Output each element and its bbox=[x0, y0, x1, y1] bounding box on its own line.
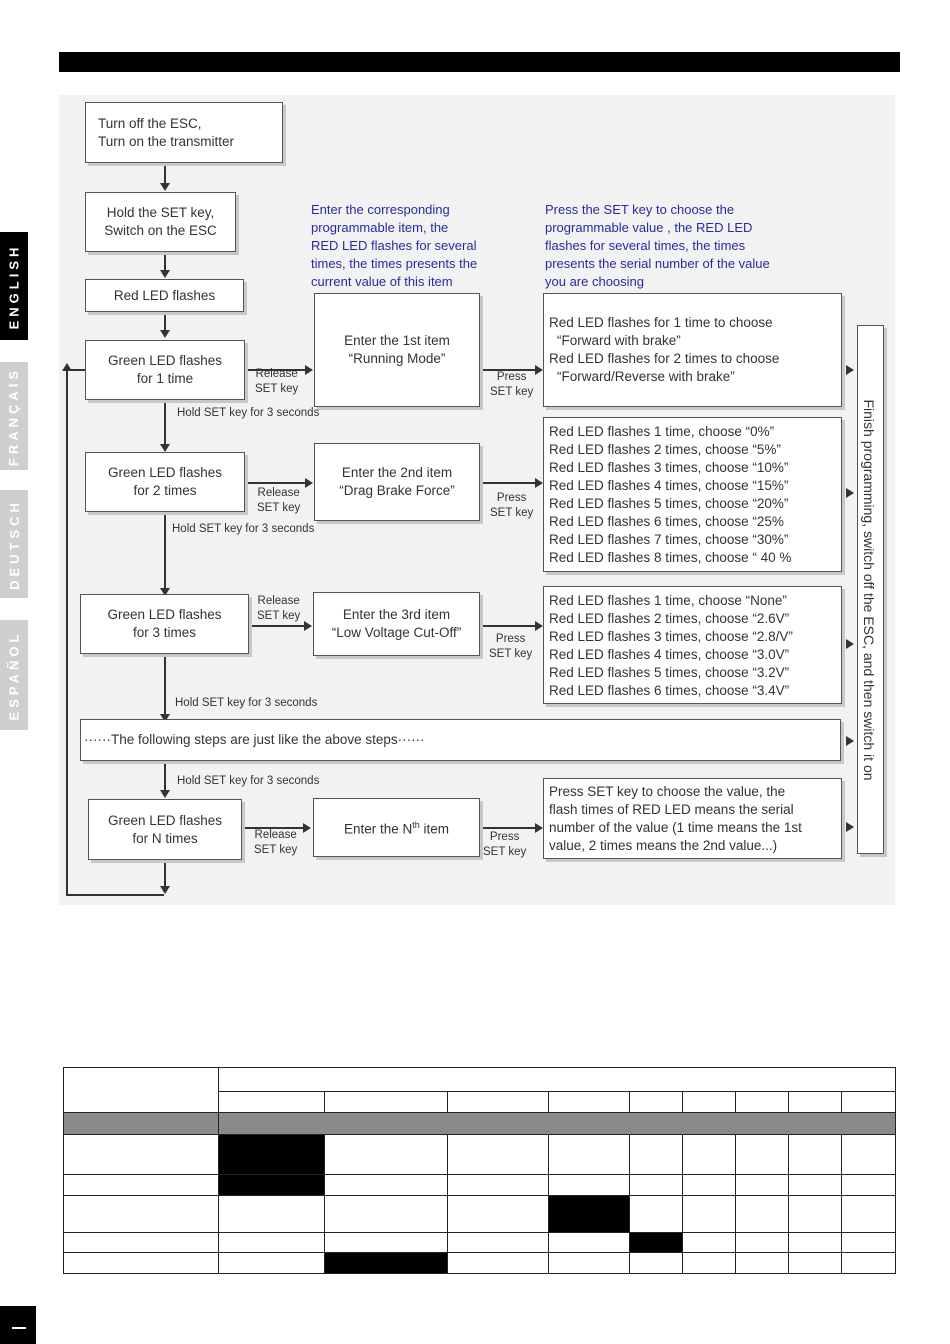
table-cell bbox=[64, 1175, 219, 1195]
arrow-right-icon bbox=[305, 478, 313, 488]
hold-set-key-label: Hold SET key for 3 seconds bbox=[177, 775, 320, 787]
loop-line bbox=[66, 369, 85, 371]
connector bbox=[164, 163, 166, 185]
step-turn-off-esc: Turn off the ESC, Turn on the transmitter bbox=[85, 102, 283, 163]
arrow-down-icon bbox=[160, 183, 170, 191]
finish-programming-text: Finish programming, switch off the ESC, and then switch it on bbox=[861, 399, 877, 781]
table-cell bbox=[219, 1195, 325, 1232]
page-number-box bbox=[0, 1306, 36, 1344]
connector bbox=[249, 625, 305, 627]
header-bar bbox=[59, 52, 900, 72]
table-cell bbox=[325, 1175, 448, 1195]
press-set-key-label: Press SET key bbox=[490, 492, 534, 519]
table-cell bbox=[683, 1232, 736, 1252]
table-cell bbox=[736, 1135, 789, 1175]
following-steps-bar: ······The following steps are just like the above steps······ bbox=[80, 719, 841, 761]
table-cell bbox=[630, 1252, 683, 1273]
table-row bbox=[64, 1252, 896, 1273]
table-section-cell bbox=[219, 1113, 896, 1135]
table-cell bbox=[630, 1135, 683, 1175]
connector bbox=[164, 512, 166, 590]
table-section-row bbox=[64, 1113, 896, 1135]
table-cell bbox=[325, 1232, 448, 1252]
table-cell bbox=[736, 1195, 789, 1232]
table-row bbox=[64, 1135, 896, 1175]
table-cell bbox=[842, 1232, 896, 1252]
table-row bbox=[64, 1195, 896, 1232]
arrow-right-icon bbox=[846, 736, 854, 746]
table-cell bbox=[736, 1232, 789, 1252]
arrow-right-icon bbox=[846, 639, 854, 649]
arrow-right-icon bbox=[535, 365, 543, 375]
arrow-down-icon bbox=[160, 886, 170, 894]
table-cell bbox=[549, 1175, 630, 1195]
values-item-3: Red LED flashes 1 time, choose “None” Red LED flashes 2 times, choose “2.6V” Red LED flashes 3 times, choose “2.8/V” Red LED flashes 4 times, choose “3.0V” Red LED flashes 5 times, choose “3.2V” Red LED flashes 6 times, choose “3.4V” bbox=[543, 586, 842, 704]
annotation-press-set: Press the SET key to choose the programmable value , the RED LED flashes for several times, the times presents the serial number of the value you are choosing bbox=[545, 202, 770, 289]
table-cell bbox=[842, 1135, 896, 1175]
table-row bbox=[64, 1175, 896, 1195]
table-cell bbox=[549, 1135, 630, 1175]
connector bbox=[164, 252, 166, 272]
table-cell bbox=[683, 1135, 736, 1175]
table-cell bbox=[448, 1195, 549, 1232]
table-header-cell bbox=[325, 1092, 448, 1113]
table-cell bbox=[549, 1252, 630, 1273]
table-cell bbox=[683, 1175, 736, 1195]
table-header-cell bbox=[736, 1092, 789, 1113]
step-hold-set-key: Hold the SET key, Switch on the ESC bbox=[85, 192, 236, 252]
table-cell bbox=[789, 1232, 842, 1252]
table-section-cell bbox=[64, 1113, 219, 1135]
arrow-right-icon bbox=[304, 621, 312, 631]
arrow-down-icon bbox=[160, 444, 170, 452]
table-cell bbox=[630, 1195, 683, 1232]
connector bbox=[164, 654, 166, 716]
table-cell bbox=[219, 1232, 325, 1252]
table-header-cell bbox=[683, 1092, 736, 1113]
item-3-low-voltage-cut-off: Enter the 3rd item “Low Voltage Cut-Off” bbox=[313, 592, 480, 656]
arrow-right-icon bbox=[846, 488, 854, 498]
arrow-right-icon bbox=[305, 365, 313, 375]
table-cell bbox=[448, 1135, 549, 1175]
hold-set-key-label: Hold SET key for 3 seconds bbox=[177, 407, 320, 419]
arrow-down-icon bbox=[160, 330, 170, 338]
step-green-led-2: Green LED flashes for 2 times bbox=[85, 452, 245, 512]
table-cell bbox=[448, 1252, 549, 1273]
hold-set-key-label: Hold SET key for 3 seconds bbox=[175, 697, 318, 709]
connector bbox=[164, 400, 166, 446]
language-tab-francais[interactable]: FRANÇAIS bbox=[0, 362, 28, 470]
arrow-down-icon bbox=[160, 790, 170, 798]
arrow-right-icon bbox=[535, 621, 543, 631]
table-header-row bbox=[64, 1068, 896, 1092]
page-dash bbox=[12, 1327, 26, 1329]
table-cell bbox=[683, 1252, 736, 1273]
step-red-led-flashes: Red LED flashes bbox=[85, 279, 244, 312]
connector bbox=[164, 762, 166, 790]
values-item-1: Red LED flashes for 1 time to choose “Forward with brake” Red LED flashes for 2 times to choose “Forward/Reverse with brake” bbox=[543, 293, 842, 407]
table-header-cell bbox=[448, 1092, 549, 1113]
connector bbox=[480, 827, 536, 829]
loop-line bbox=[66, 894, 164, 896]
step-green-led-1: Green LED flashes for 1 time bbox=[85, 340, 245, 400]
hold-set-key-label: Hold SET key for 3 seconds bbox=[172, 523, 315, 535]
table-header-cell bbox=[549, 1092, 630, 1113]
arrow-right-icon bbox=[535, 823, 543, 833]
table-cell bbox=[325, 1135, 448, 1175]
press-set-key-label: Press SET key bbox=[483, 831, 527, 858]
values-item-n: Press SET key to choose the value, the flash times of RED LED means the serial number of the value (1 time means the 1st value, 2 times means the 2nd value...) bbox=[543, 778, 842, 859]
item-1-running-mode: Enter the 1st item “Running Mode” bbox=[314, 293, 480, 407]
table-header-cell bbox=[789, 1092, 842, 1113]
table-header-cell bbox=[64, 1068, 219, 1113]
connector bbox=[164, 312, 166, 332]
table-cell bbox=[789, 1175, 842, 1195]
settings-table bbox=[63, 1067, 896, 1274]
annotation-enter-item: Enter the corresponding programmable item, the RED LED flashes for several times, the times presents the current value of this item bbox=[311, 202, 478, 289]
language-tab-deutsch[interactable]: DEUTSCH bbox=[0, 490, 28, 598]
table-header-cell bbox=[219, 1092, 325, 1113]
table-cell bbox=[219, 1135, 325, 1175]
connector bbox=[245, 482, 307, 484]
table-cell bbox=[789, 1252, 842, 1273]
arrow-right-icon bbox=[846, 365, 854, 375]
step-green-led-3: Green LED flashes for 3 times bbox=[80, 594, 249, 654]
table-cell bbox=[736, 1175, 789, 1195]
table-cell bbox=[630, 1232, 683, 1252]
release-set-key-label: Release SET key bbox=[255, 368, 299, 395]
table-cell bbox=[219, 1175, 325, 1195]
table-cell bbox=[64, 1232, 219, 1252]
table-header-cell bbox=[219, 1068, 896, 1092]
table-cell bbox=[448, 1232, 549, 1252]
press-set-key-label: Press SET key bbox=[489, 633, 533, 660]
table-cell bbox=[789, 1135, 842, 1175]
table-cell bbox=[736, 1252, 789, 1273]
release-set-key-label: Release SET key bbox=[257, 487, 301, 514]
step-green-led-n: Green LED flashes for N times bbox=[88, 799, 242, 860]
connector bbox=[480, 625, 536, 627]
language-tab-english[interactable]: ENGLISH bbox=[0, 232, 28, 340]
table-cell bbox=[549, 1195, 630, 1232]
press-set-key-label: Press SET key bbox=[490, 371, 534, 398]
arrow-right-icon bbox=[535, 478, 543, 488]
table-cell bbox=[325, 1252, 448, 1273]
arrow-right-icon bbox=[846, 822, 854, 832]
table-cell bbox=[842, 1175, 896, 1195]
table-cell bbox=[842, 1252, 896, 1273]
table-cell bbox=[64, 1195, 219, 1232]
loop-line bbox=[66, 370, 68, 896]
table-cell bbox=[683, 1195, 736, 1232]
table-cell bbox=[219, 1252, 325, 1273]
table-row bbox=[64, 1232, 896, 1252]
connector bbox=[480, 482, 536, 484]
release-set-key-label: Release SET key bbox=[254, 829, 298, 856]
table-cell bbox=[64, 1135, 219, 1175]
arrow-right-icon bbox=[303, 823, 311, 833]
table-cell bbox=[549, 1232, 630, 1252]
table-cell bbox=[64, 1252, 219, 1273]
values-item-2: Red LED flashes 1 time, choose “0%” Red LED flashes 2 times, choose “5%” Red LED flashes 3 times, choose “10%” Red LED flashes 4 times, choose “15%” Red LED flashes 5 times, choose “20%” Red LED flashes 6 times, choose “25% Red LED flashes 7 times, choose “30%” Red LED flashes 8 times, choose “ 40 % bbox=[543, 417, 842, 572]
table-cell bbox=[842, 1195, 896, 1232]
release-set-key-label: Release SET key bbox=[257, 595, 301, 622]
table-cell bbox=[448, 1175, 549, 1195]
table-cell bbox=[630, 1175, 683, 1195]
language-tab-espanol[interactable]: ESPAÑOL bbox=[0, 620, 28, 730]
arrow-down-icon bbox=[160, 270, 170, 278]
item-2-drag-brake-force: Enter the 2nd item “Drag Brake Force” bbox=[314, 443, 480, 521]
table-cell bbox=[789, 1195, 842, 1232]
item-n: Enter the $N^{th}$ item bbox=[313, 798, 480, 857]
connector bbox=[164, 860, 166, 888]
table-cell bbox=[325, 1195, 448, 1232]
table-header-cell bbox=[630, 1092, 683, 1113]
table-header-cell bbox=[842, 1092, 896, 1113]
